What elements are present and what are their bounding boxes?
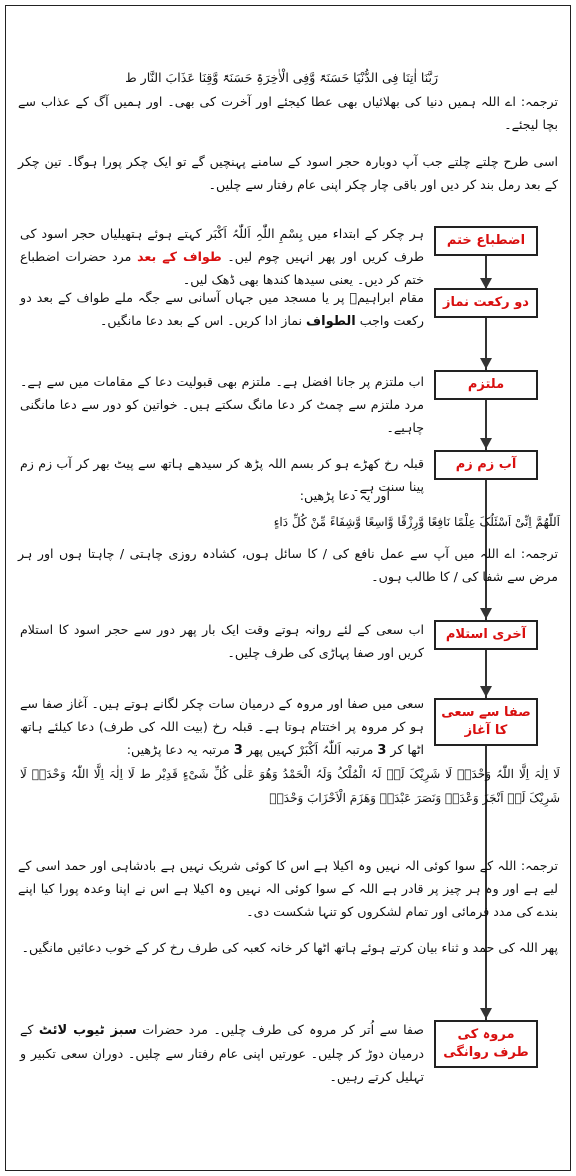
step-title: آب زم زم: [455, 457, 517, 473]
zamzam-dua: اَللّٰھُمَّ اِنِّیْ اَسْئَلُکَ عِلْمًا نَافِعًا وَّرِزْقًا وَّاسِعًا وَّشِفَاءً مِّنْ کُلِّ دَاءٍ: [273, 515, 560, 529]
step-title: صفا سے سعی کا آغاز: [441, 705, 531, 738]
step-box-last-istilam: [434, 620, 538, 650]
bold-word: الطواف: [306, 314, 356, 329]
step-box-multazam: [434, 370, 538, 400]
step-box-idtiba: [434, 226, 538, 256]
highlight-text: طواف کے بعد: [137, 249, 222, 264]
step-text-multazam: اب ملتزم پر جانا افضل ہے۔ ملتزم بھی قبولیت دعا کے مقامات میں سے ہے۔ مرد ملتزم سے چمٹ کر دعا مانگ سکتے ہیں۔ خواتین کو دور سے دعا مانگنی چاہیے۔: [20, 374, 424, 435]
step-box-two-rakat: [434, 288, 538, 318]
flow-arrow: [480, 1008, 492, 1019]
zamzam-translation: ترجمہ: اے اللہ میں آپ سے عمل نافع کی / کا سائل ہوں، کشادہ روزی چاہتی / چاہتا ہوں اور ہر مرض سے شفا کی / کا طالب ہوں۔: [18, 546, 558, 584]
flow-arrow: [480, 438, 492, 449]
step-text-sai-start: سعی میں صفا اور مروہ کے درمیان سات چکر لگانے ہوتے ہیں۔ آغاز صفا سے ہو کر مروہ پر اختتام ہوتا ہے۔ قبلہ رخ (بیت اللہ کی طرف) دعا کیلئے ہاتھ اٹھا کر 3 مرتبہ اَللّٰہُ اَکْبَرْ کہیں پھر 3 مرتبہ یہ دعا پڑھیں:: [20, 696, 424, 758]
sai-dua: لَا اِلٰہَ اِلَّا اللّٰہُ وَحْدَہٗ لَا شَرِیْکَ لَہٗ لَہُ الْمُلْکُ وَلَہُ الْحَمْدُ وَھُوَ عَلٰی کُلِّ شَیْءٍ قَدِیْر ط لَا اِلٰہَ اِلَّا اللّٰہُ وَحْدَہٗ لَا شَرِیْکَ لَہٗ اَنْجَزَ وَعْدَہٗ وَنَصَرَ عَبْدَہٗ وَھَزَمَ الْاَحْزَابَ وَحْدَہٗ: [20, 767, 560, 805]
step-title: آخری استلام: [445, 627, 527, 643]
step-box-towards-marwah: [434, 1020, 538, 1068]
step-title: دو رکعت نماز: [443, 295, 529, 311]
flow-arrow: [480, 608, 492, 619]
step-title: اضطباع ختم: [446, 233, 526, 249]
intro-translation: ترجمہ: اے اللہ ہمیں دنیا کی بھلائیاں بھی عطا کیجئے اور آخرت کی بھی۔ اور ہمیں آگ کے عذاب سے بچا لیجئے۔: [18, 94, 558, 132]
flow-arrow: [480, 686, 492, 697]
zamzam-dua-prompt: اور یہ دعا پڑھیں:: [299, 488, 390, 503]
intro-rounds: اسی طرح چلتے چلتے جب آپ دوبارہ حجر اسود کے سامنے پہنچیں گے تو ایک چکر پورا ہوگا۔ تین چکر کے بعد رمل بند کر دیں اور باقی چار چکر اپنی عام رفتار سے چلیں۔: [18, 154, 558, 192]
sai-closing: پھر اللہ کی حمد و ثناء بیان کرتے ہوئے ہاتھ اٹھا کر خانہ کعبہ کی طرف رخ کر کے خوب دعائیں مانگیں۔: [21, 940, 558, 955]
bold-word: سبز ٹیوب لائٹ: [38, 1023, 137, 1038]
step-title: ملتزم: [467, 377, 505, 393]
step-text-idtiba: ہر چکر کے ابتداء میں بِسْمِ اللّٰہِ اَللّٰہُ اَکْبَر کہتے ہوئے ہتھیلیاں حجر اسود کی طرف کریں اور پھر انہیں چوم لیں۔ طواف کے بعد مرد حضرات اضطباع ختم کر دیں۔ یعنی سیدھا کندھا بھی ڈھک لیں۔: [20, 226, 425, 287]
step-text-last-istilam: اب سعی کے لئے روانہ ہوتے وقت ایک بار پھر دور سے حجر اسود کا استلام کریں اور صفا پہاڑی کی طرف چلیں۔: [20, 622, 424, 660]
count-number: 3: [233, 743, 243, 758]
flow-arrow: [480, 358, 492, 369]
step-text-zamzam: قبلہ رخ کھڑے ہو کر بسم اللہ پڑھ کر سیدھے ہاتھ سے پیٹ بھر کر آب زم زم پینا سنت ہے۔: [20, 456, 424, 494]
intro-dua: رَبَّنَا اٰتِنَا فِی الدُّنْیَا حَسَنَۃً وَّفِی الْاٰخِرَۃِ حَسَنَۃً وَّقِنَا عَذَابَ النَّار ط: [125, 70, 438, 85]
step-text-two-rakat: مقام ابراہیمؑ پر یا مسجد میں جہاں آسانی سے جگہ ملے طواف کے بعد دو رکعت واجب الطواف نماز ادا کریں۔ اس کے بعد دعا مانگیں۔: [20, 290, 424, 329]
step-box-sai-start: [434, 698, 538, 746]
count-number: 3: [377, 743, 387, 758]
step-box-zamzam: [434, 450, 538, 480]
step-title: مروہ کی طرف روانگی: [443, 1027, 529, 1060]
step-text-towards-marwah: صفا سے اُتر کر مروہ کی طرف چلیں۔ مرد حضرات سبز ٹیوب لائٹ کے درمیان دوڑ کر چلیں۔ عورتیں اپنی عام رفتار سے چلیں۔ دوران سعی تکبیر و تہلیل کرتے رہیں۔: [20, 1022, 424, 1084]
sai-translation: ترجمہ: اللہ کے سوا کوئی الہ نہیں وہ اکیلا ہے اس کا کوئی شریک نہیں ہے بادشاہی اور حمد اسی کے لیے ہے اور وہ ہر چیز پر قادر ہے اللہ کے سوا کوئی الہ نہیں وہ اکیلا ہے اس نے اپنا وعدہ پورا کیا اپنے بندے کی مدد فرمائی اور تمام لشکروں کو تنہا شکست دی۔: [18, 858, 558, 919]
